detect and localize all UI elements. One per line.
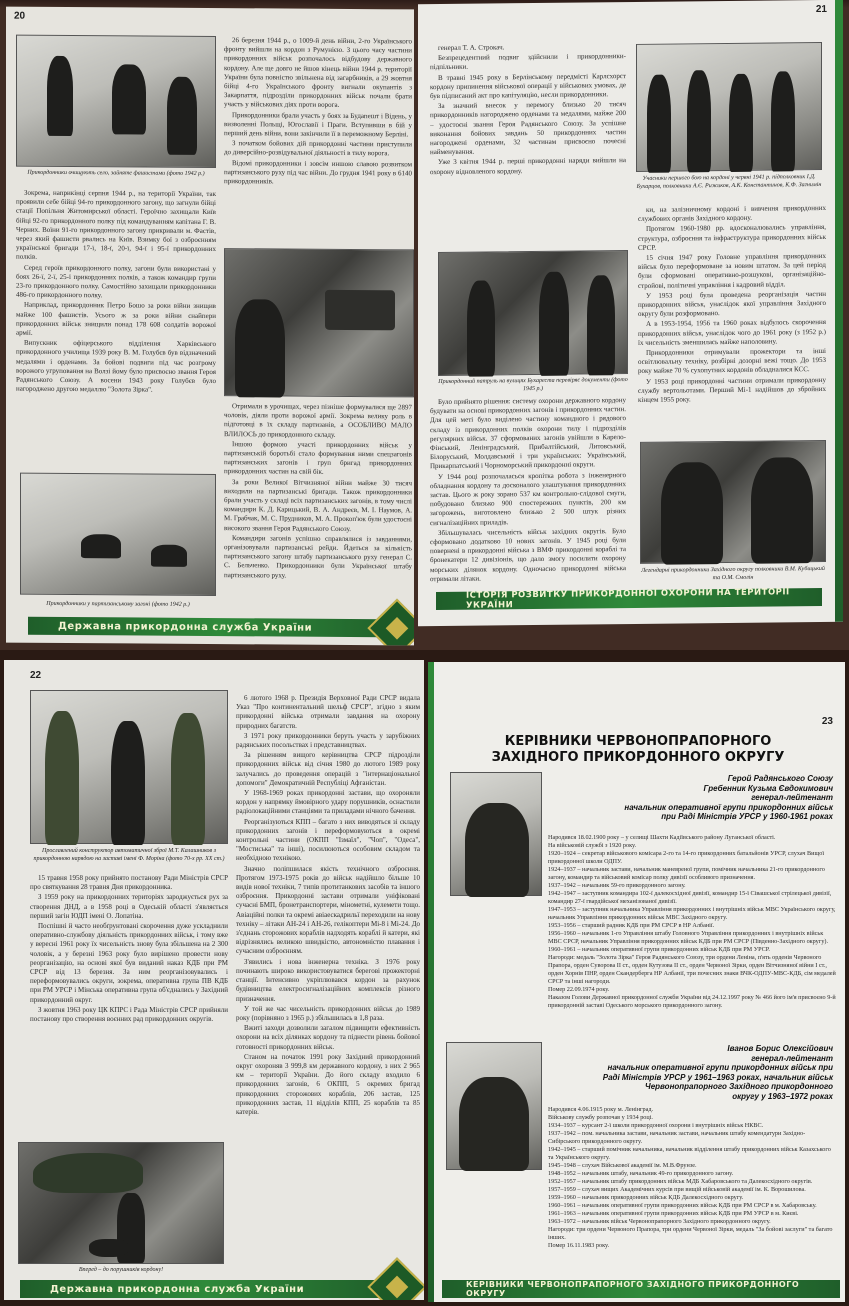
page-20 [6,7,414,646]
text-column-right: ки, на залізничному кордоні і вивчення прикордонних службових органів Західного кордону. Протягом 1960-1980 рр. вдосконалювались управління, структура, озброєння та інфраструктура прикордонних військ СРСР. 15 січня 1947 року Головне управління прикордонних військ було переформоване за новим штатом. За цей період були сформовані оперативно-розшукові, організаційно-стройові, політичні управління і кадровий відділ. У 1953 році була проведена реорганізація частин прикордонних військ, унаслідок якої управління Західного округу були розформовано. А в 1953-1954, 1956 та 1960 роках відбулось скорочення прикордонних військ, унаслідок чого до 1961 року (з 1952 р.) їх чисельність зменшилась майже наполовину. Прикордонники отримували прожектори та інші освітлювальну техніку, розбірні дозорні вежі тощо. До 1953 року майже 70 % сухопутних кордонів обладналися КСС. У 1953 році прикордонні частини отримали прикордонну службу вертольотами. Перший Мі-1 надійшов до збройних кінцем 1955 року. [638,203,826,404]
text-column-right: 6 лютого 1968 р. Президія Верховної Ради СРСР видала Указ "Про континентальний шельф СРСР", згідно з яким прикордонні війська отримали завдання на охорону природних багатств. З 1971 року прикордонники беруть участь у зарубіжних радянських посольствах і представництвах. За рішенням вищого керівництва СРСР підрозділи прикордонних військ від січня 1980 до лютого 1989 року залучались до проведення операцій з "інтернаціональної допомоги" Демократичній Республіці Афганістан. У 1968-1969 роках прикордонні застави, що охороняли кордон у напрямку ймовірного удару порушників, оснастили радіолокаційними станціями та приладами нічного бачення. Реорганізуються КПП – багато з них виводяться зі складу прикордонних загонів і переформовуються в окремі контрольні частини (ОКПП "Ізмаїл", "Чоп", "Одеса", "Мостиська" та інші), посилюються особовим складом та необхідною технікою. Значно поліпшилася якість технічного озброєння. Протягом 1973-1975 років до військ надійшло більше 10 видів нової техніки, 7 типів протитанкових засобів та іншого озброєння. Прикордонні застави отримали уніфіковані сучасні БМП, бронетранспортери, мінометні, кулемети тощо. Авіаційні полки та окремі авіаескадрильї переходили на нову техніку – літаки АН-24 і АН-26, гелікоптери Мі-8 і Мі-24. До з'єднань сторожових кораблів надходять кораблі й катери, які відрізнялись великою швидкістю, автономністю плавання і сучасним озброєнням. З'явились і нова інженерна техніка. З 1976 року починають широко використовуватися берегові прожекторні станції. Інтенсивно укріплювався кордон за рахунок будівництва електросигналізаційних комплексів різного призначення. У той же час чисельність прикордонних військ до 1989 року (порівняно з 1965 р.) збільшилась в 1,8 раза. Вжиті заходи дозволили загалом підвищити ефективність охорони на всіх ділянках кордону та піднести рівень бойової готовності прикордонних військ. Станом на початок 1991 року Західний прикордонний округ охороняв 3 999,8 км державного кордону, з них 2 965 км – території України. До його складу входило 6 прикордонних загонів, 6 ОКПП, 5 окремих бригад прикордонних сторожових кораблів, 206 застав, 125 прикордонних застав, 11 відділів КПП, 25 кораблів та 85 катерів. [236,694,420,1116]
photo-first-battle-participants [636,42,822,172]
photo-caption: Прикордонники у партизанському загоні (фото 1942 р.) [46,600,190,608]
photo-caption: Прикордонний патруль на вулицях Бухареста перевіряє документи (фото 1945 р.) [438,377,628,392]
page-edge-strip [835,0,843,622]
text-column-left: 15 травня 1958 року прийнято постанову Ради Міністрів СРСР про святкування 28 травня Дня прикордонника. З 1959 року на прикордонних територіях зароджується рух за створення ДНД, а в 1958 році в Одеській області з'являється перший загін ЮДП імені О. Лопатіна. Поспішні й часто необґрунтовані скорочення дуже ускладнили оперативно-службову діяльність прикордонних військ, і тому вже у вересні 1961 року їх чисельність знову була збільшена на 2 300 чоловік, а у березні 1963 року було вирішено провести нову реорганізацію, на основі якої був виданий наказ КДБ при РМ СРСР від 13 березня. За ним реорганізовувались і переформовувались округи, зокрема, оперативна група ПВ КДБ при РМ УРСР і Мінська оперативна група об'єднались у Західний прикордонний округ. З жовтня 1963 року ЦК КПРС і Рада Міністрів СРСР прийняли постанову про створення воєнних рад прикордонних округів. [30,874,228,1024]
photo-legendary-border-guards [640,440,826,564]
photo-caption: Легендарні прикордонники Західного округу полковники В.М. Кубицький та О.М. Смолін [641,565,825,581]
photo-machine-gun-crew [224,248,414,397]
border-guard-emblem-icon [367,1257,424,1300]
page-number: 20 [14,10,26,22]
photo-caption: Вперед – до порушників кордону! [78,1267,164,1273]
photo-kalashnikov-with-patrol [30,690,228,844]
page-23 [428,662,845,1302]
top-spread [0,0,849,650]
photo-helicopter-dog-patrol [18,1142,224,1264]
photo-patrol-in-bucharest [438,250,628,376]
text-column-left-bottom: Було прийнято рішення: систему охорони державного кордону будувати на основі прикордонних загонів і прикордонних частин. Для цей меті було виділено частину командного і рядового складу із прикордонних полків охорони тилу і підрозділів регулярних військ. 37 сформованих загонів увійшли в Карело-Фінський, Ленінградський, Прибалтійський, Литовський, Білоруський, Молдавський і три українських: Український, Прикарпатський і Чорноморський прикордонні округи. У 1944 році розпочаласься кропітка робота з інженерного обладнання кордону та досконалого улаштування прикордонних застав. Цього ж року зорано 537 км контрольно-слідової смуги, побудовано близько 900 спостережних пунктів, 200 км загорожень, виготовлено близько 2 500 штук різних сигналізаційних приладів. Збільшувалась чисельність військ західних округів. Було сформовано додатково 10 нових загонів. У 1945 році були повернені в прикордонні війська з ВМФ прикордонні кораблі та бронекатери 12 дивізіонів, що дало змогу посилити охорону морських ділянок кордону. Одночасно прикордонні війська отримали літаки. [430,396,626,583]
page-number: 21 [815,3,827,16]
page-22 [4,660,424,1300]
footer-band: ІСТОРІЯ РОЗВИТКУ ПРИКОРДОННОЇ ОХОРОНИ НА ТЕРИТОРІЇ УКРАЇНИ [436,588,822,610]
footer-band: Державна прикордонна служба України [28,617,408,638]
text-column-right-top: 26 березня 1944 р., о 1009-й день війни, 2-го Українського фронту вийшли на кордон з Румунією. З цього часу частини прикордонних військ розпочалось відбудову державного кордону. Але ще довго не йшов кінець війни 1944 р. території України була повністю звільнена від загарбників, а 29 жовтня бійці 4-го Українського фронту вигнали окупантів з Закарпаття, підрозділи прикордонних військ почали брати участь у військових діях проти ворога. Прикордонники брали участь у боях за Будапешт і Відень, у визволенні Польщі, Югославії і Праги. Вступивши в бій у перший день війни, вони закінчили її в переможному Берліні. З початком бойових дій прикордонні частини приступили до диверсійно-розвідувальної діяльності в тилу ворога. Відомі прикордонники і зовсім иншою славою розвитком партизанського руху під час війни. До грудня 1941 року в 6140 прикордонників. [224,36,412,186]
photo-caption: Учасники першого бою на кордоні у червні 1941 р. підполковник І.Д. Бухарцов, полковники А.Є. Рижиков, А.К. Константинов, К.Ф. Загнимін [636,174,822,190]
text-column-left-top: генерал Т. А. Строкач. Безпрецедентний подвиг здійснили і прикордонники-підпільники. В травні 1945 року в Берлінському передмісті Карлсхорст кордону припинення військової операції у військових умовах, де був підписаний акт про капітуляцію, несли прикордонники. За значний внесок у перемогу близько 20 тисяч прикордонників нагороджено орденами та медалями, майже 200 – удостоєні звання Героя Радянського Союзу. За успішне виконання бойових завдань 50 прикордонних частин нагороджені орденами, 32 частинам присвоєно почесні найменування. Уже 3 квітня 1944 р. перші прикордонні наряди вийшли на охорону відновленого кордону. [430,43,626,176]
page-edge-strip [428,662,434,1302]
photo-partisans-in-forest [20,473,216,596]
photo-caption: Прославлений конструктор автоматичної зброї М.Т. Калашников з прикордонною нарядою на заставі імені Ф. Моріна (фото 70-х рр. ХХ ст.) [33,848,225,862]
text-column-left: Зокрема, наприкінці серпня 1944 р., на території України, так проявили себе бійці 94-го прикордонного загону, що загнули бійці стації Попільня Житомирської області. Героїчно захищали Київ бійці 92-го прикордонного полку під командуванням капітана Г. В. Черних. Воїни 91-го прикордонного загону прикривали м. Фастів, через який фашисти рвались на Київ. Взимку бої з озброєнням української бригади 17-ї, 18-ї, 20-ї, 94-ї і 95-ї прикордонних полків. Серед героїв прикордонного полку, загони були використані у боях 26-ї, 2-ї, 25-ї прикордонних полків, а також командир групи 23-го прикордонного полку. Самостійно захищали прикордонники 486-го прикордонного полку. Наприклад, прикордонник Петро Бошо за роки війни знищив майже 100 фашистів. Усього ж за роки війни снайпери прикордонних військ знищили понад 178 608 солдатів ворожої армії. Випускник офіцерського відділення Харківського прикордонного училища 1939 року В. М. Голубєв був відзначений медалями і орденами. За бойові подвиги під час розгрому ворожого угруповання на Волзі йому було присвоєно звання Героя Радянського Союзу. А восени 1943 року Голубєв було нагороджено другою медаллю "Золота Зірка". [16,188,216,394]
biography-ivanov: Народився 4.06.1915 року м. Ленінград. Військову службу розпочав у 1934 році. 1934–1937 – курсант 2-ї школи прикордонної охорони і внутрішніх військ НКВС. 1937–1942 – пом. начальника застави, начальник застави, начальник штабу комендатури Західно-Сибірського прикордонного округу. 1942–1945 – старший помічник начальника, начальник відділення штабу прикордонних військ Казахського та Українського округу. 1945–1948 – слухач Військової академії ім. М.В.Фрунзе. 1948–1952 – начальник штабу, начальник 49-го прикордонного загону. 1952–1957 – начальник штабу прикордонних військ МДБ Хабаровського та Далекосхідного округів. 1957–1959 – слухач вищих Академічних курсів при вищій військовій академії ім. К. Ворошилова. 1959–1960 – начальник прикордонних військ КДБ Далекосхідного округу. 1960–1961 – начальник оперативної групи прикордонних військ КДБ при РМ СРСР в м. Хабаровську. 1961–1963 – начальник оперативної групи прикордонних військ КДБ при РМ УРСР в м. Києві. 1963–1972 – начальник військ Червонопрапорного Західного прикордонного округу. Нагороди: три ордени Червоного Прапора, три ордени Червоної Зірки, медаль "За бойові заслуги" та багато інших. Помер 16.11.1983 року. [548,1106,833,1249]
photo-soldiers-on-horseback [16,35,216,168]
page-21 [418,0,843,626]
portrait-grebennyk [450,772,542,896]
text-column-right-bottom: Отримали в урочищах, через пізніше формувалися ще 2897 чоловік, діяли проти ворожої армії. Зокрема велику роль в підготовці в їх складу партизанів, а ОСОБЛИВО МАЛО ВЛИЛОСЬ до прикордонного складу. Іншою формою участі прикордонних військ у партизанській боротьбі стало формування ними спецзагонів партизанських загонів і груп бригад прикордонних прикордонних частин на свій бік. За роки Великої Вітчизняної війни майже 30 тисяч виходили на партизанські бригади. Також прикордонники брали участь у складі всіх партизанських загонів, в тому числі командири К. Д. Карицький, В. А. Андреєв, М. І. Наумов, А. М. Грабчак, М. С. Прудников, М. А. Прокоп'юк були удостоєні високого звання Героя Радянського Союзу. Командири загонів успішно справлялися із завданнями, організовували партизанські рейди. Йдеться за кількість партизанського загону штабу партизанського руху генерал С. С. Бельченко. Прикордонники були Української штабу партизанського руху. [224,402,412,580]
page-number: 23 [821,716,833,727]
page-number: 22 [30,670,42,681]
footer-band: Державна прикордонна служба України [20,1280,394,1298]
biography-grebennyk: Народився 18.02.1900 року – у селищі Шахти Кадіївського району Луганської області. На військовій службі з 1920 року. 1920–1924 – секретар військового комісара 2-го та 14-го прикордонних батальйонів УРСР, слухач Вищої прикордонної школи ОДПУ. 1924–1937 – начальник застави, начальник маневреної групи, помічник начальника 21-го прикордонного загону, командир та військовий комісар полку дивізії особливого призначення. 1937–1942 – начальник 59-го прикордонного загону. 1942–1947 – заступник командира 102-ї далекосхідної дивізії, командир 15-ї Сівашської стрілецької дивізії, командир 27-ї гвардійської механізованої дивізії. 1947–1953 – заступник начальника Управління прикордонних і внутрішніх військ МВС Українського округу, начальник Управління прикордонних військ МВС Західного округу. 1953–1956 – старший радник КДБ при РМ СРСР в НР Албанії. 1956–1960 – начальник 1-го Управління штабу Головного Управління прикордонних і внутрішніх військ МВС СРСР, начальник Управління прикордонних військ КДБ при РМ СРСР (Південно-Західного округу). 1960–1961 – начальник оперативної групи прикордонних військ КДБ при РМ УРСР. Нагороди: медаль "Золота Зірка" Героя Радянського Союзу, три ордени Леніна, п'ять орденів Червоного Прапора, орден Суворова II ст., орден Кутузова II ст., орден Червоної Зірки, орден Вітчизняної війни I ст., орден Хорнів ПНР, орден Скандерберга НР Албанії, три почесних знаки ВЧК-ОДПУ-МВС-КДБ, сім медалей СРСР та інші нагороди. Помер 22.09.1974 року. Наказом Голови Державної прикордонної служби України від 24.12.1997 року № 466 його ім'я присвоєно 9-й прикордонній заставі Одеського морського прикордонного загону. [548,834,836,1009]
footer-band: КЕРІВНИКИ ЧЕРВОНОПРАПОРНОГО ЗАХІДНОГО ПРИКОРДОННОГО ОКРУГУ [442,1280,840,1298]
bio-header-grebennyk: Герой Радянського Союзу Гребенник Кузьма Євдокимович генерал-лейтенант начальник оперативної групи прикордонних військ при Раді Міністрів УРСР у 1960-1961 роках [624,774,833,821]
portrait-ivanov [446,1042,542,1170]
page-heading: КЕРІВНИКИ ЧЕРВОНОПРАПОРНОГО ЗАХІДНОГО ПРИКОРДОННОГО ОКРУГУ [491,734,785,765]
photo-caption: Прикордонники очищують село, зайняте фашистами (фото 1942 р.) [27,169,205,177]
bio-header-ivanov: Іванов Борис Олексійович генерал-лейтенант начальник оперативної групи прикордонних військ при Раді Міністрів УРСР у 1961–1963 роках, начальник військ Червонопрапорного Західного прикордонного округу у 1963–1972 роках [602,1044,833,1101]
